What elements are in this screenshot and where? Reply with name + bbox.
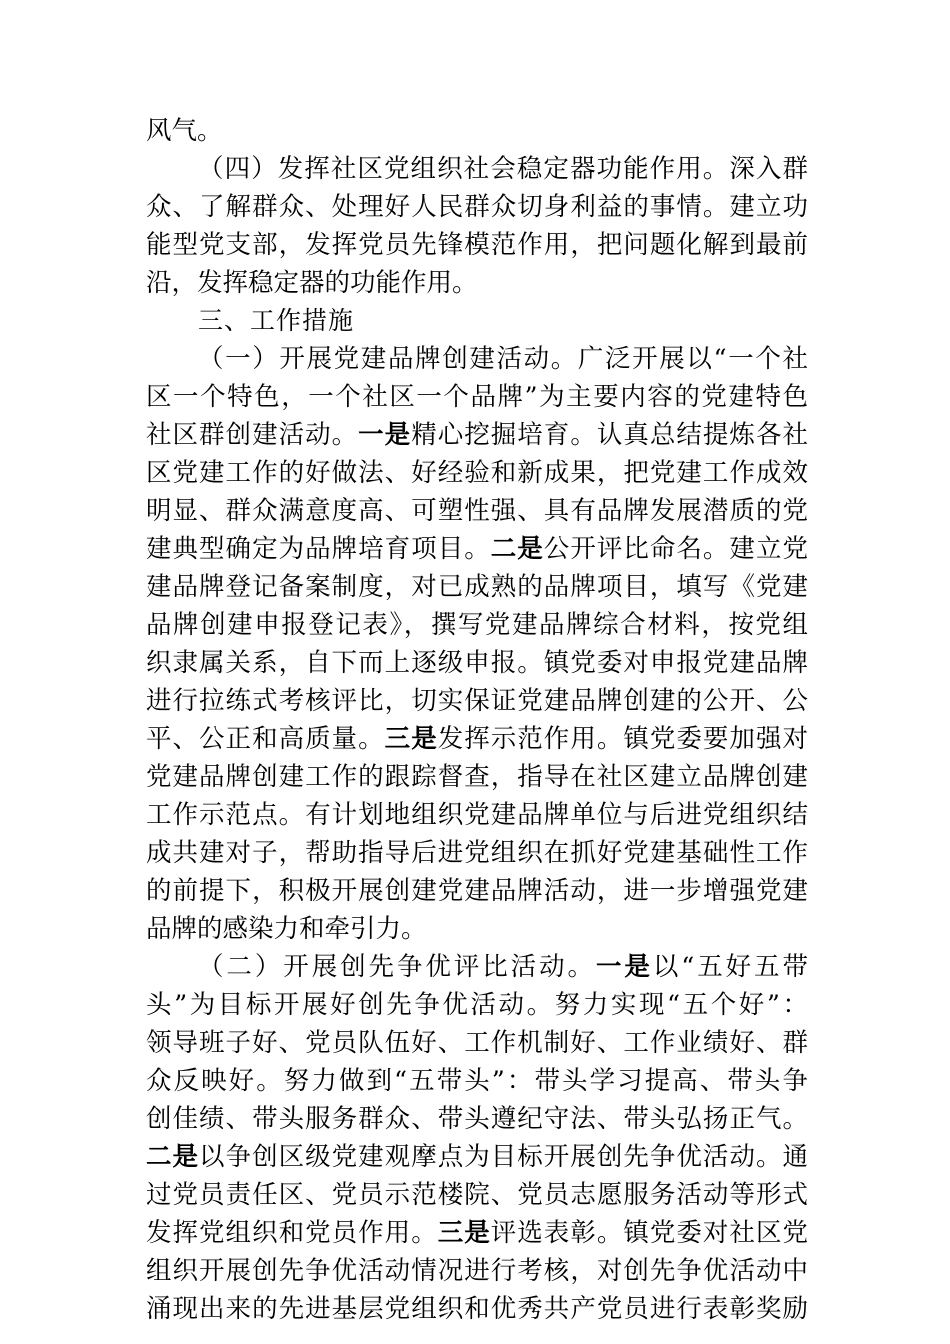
paragraph-line xyxy=(146,1100,808,1138)
paragraph-line xyxy=(146,682,808,720)
text-run: 社区群创建活动。 xyxy=(146,420,359,450)
paragraph-line xyxy=(146,112,808,150)
paragraph-line xyxy=(146,492,808,530)
paragraph-line xyxy=(146,720,808,758)
text-run: 工作示范点。有计划地组织党建品牌单位与后进党组织结 xyxy=(146,800,808,830)
emphasis-run: 三是 xyxy=(437,1218,491,1248)
paragraph-line xyxy=(146,416,808,454)
text-run: 的前提下，积极开展创建党建品牌活动，进一步增强党建 xyxy=(146,876,808,906)
text-run: 众、了解群众、处理好人民群众切身利益的事情。建立功 xyxy=(146,192,808,222)
text-run: 能型党支部，发挥党员先锋模范作用，把问题化解到最前 xyxy=(146,230,808,260)
text-run: 发挥示范作用。镇党委要加强对 xyxy=(437,724,808,754)
text-run: 建典型确定为品牌培育项目。 xyxy=(146,534,491,564)
paragraph-line xyxy=(146,378,808,416)
paragraph-line xyxy=(146,834,808,872)
text-run: 平、公正和高质量。 xyxy=(146,724,385,754)
emphasis-run: 二是 xyxy=(146,1142,200,1172)
paragraph-line xyxy=(146,910,808,948)
paragraph-line xyxy=(146,454,808,492)
emphasis-run: 一是 xyxy=(358,420,412,450)
text-run: （二）开展创先争优评比活动。 xyxy=(198,952,596,982)
paragraph-line xyxy=(146,340,808,378)
paragraph-line xyxy=(146,606,808,644)
text-run: 公开评比命名。建立党 xyxy=(543,534,808,564)
paragraph-line xyxy=(146,644,808,682)
text-run: 风气。 xyxy=(146,116,223,146)
text-run: 创佳绩、带头服务群众、带头遵纪守法、带头弘扬正气。 xyxy=(146,1104,808,1134)
text-run: 织隶属关系，自下而上逐级申报。镇党委对申报党建品牌 xyxy=(146,648,808,678)
text-run: 品牌创建申报登记表》，撰写党建品牌综合材料，按党组 xyxy=(146,610,808,640)
emphasis-run: 二是 xyxy=(490,534,544,564)
emphasis-run: 一是 xyxy=(595,952,653,982)
text-run: 领导班子好、党员队伍好、工作机制好、工作业绩好、群 xyxy=(146,1028,808,1058)
paragraph-line xyxy=(146,1176,808,1214)
text-run: 组织开展创先争优活动情况进行考核，对创先争优活动中 xyxy=(146,1256,808,1286)
text-run: （四）发挥社区党组织社会稳定器功能作用。深入群 xyxy=(198,154,808,184)
text-run: 头”为目标开展好创先争优活动。努力实现“五个好”： xyxy=(146,990,808,1020)
text-run: 党建品牌创建工作的跟踪督查，指导在社区建立品牌创建 xyxy=(146,762,808,792)
text-run: 过党员责任区、党员示范楼院、党员志愿服务活动等形式 xyxy=(146,1180,808,1210)
text-run: 区一个特色，一个社区一个品牌”为主要内容的党建特色 xyxy=(146,382,808,412)
text-run: 进行拉练式考核评比，切实保证党建品牌创建的公开、公 xyxy=(146,686,808,716)
text-run: 以争创区级党建观摩点为目标开展创先争优活动。通 xyxy=(199,1142,808,1172)
text-run: 成共建对子，帮助指导后进党组织在抓好党建基础性工作 xyxy=(146,838,808,868)
paragraph-line xyxy=(146,530,808,568)
paragraph-line xyxy=(146,264,808,302)
text-run: 众反映好。努力做到“五带头”：带头学习提高、带头争 xyxy=(146,1066,808,1096)
text-run: 区党建工作的好做法、好经验和新成果，把党建工作成效 xyxy=(146,458,808,488)
paragraph-line xyxy=(146,1290,808,1328)
emphasis-run: 三是 xyxy=(384,724,438,754)
paragraph-line xyxy=(146,1062,808,1100)
paragraph-line xyxy=(146,948,808,986)
paragraph-line xyxy=(146,1214,808,1252)
text-run: 明显、群众满意度高、可塑性强、具有品牌发展潜质的党 xyxy=(146,496,808,526)
text-run: （一）开展党建品牌创建活动。广泛开展以“一个社 xyxy=(198,344,808,374)
text-run: 精心挖掘培育。认真总结提炼各社 xyxy=(411,420,808,450)
text-run: 建品牌登记备案制度，对已成熟的品牌项目，填写《党建 xyxy=(146,572,808,602)
paragraph-line xyxy=(146,872,808,910)
paragraph-line xyxy=(146,1138,808,1176)
paragraph-line xyxy=(146,568,808,606)
text-run: 以“五好五带 xyxy=(652,952,808,982)
section-heading xyxy=(146,302,808,340)
text-run: 沿，发挥稳定器的功能作用。 xyxy=(146,268,478,298)
paragraph-line xyxy=(146,758,808,796)
paragraph-line xyxy=(146,226,808,264)
text-run: 品牌的感染力和牵引力。 xyxy=(146,914,427,944)
paragraph-line xyxy=(146,986,808,1024)
paragraph-line xyxy=(146,1252,808,1290)
text-run: 评选表彰。镇党委对社区党 xyxy=(490,1218,808,1248)
text-run: 发挥党组织和党员作用。 xyxy=(146,1218,438,1248)
paragraph-line xyxy=(146,796,808,834)
paragraph-line xyxy=(146,1024,808,1062)
text-run: 涌现出来的先进基层党组织和优秀共产党员进行表彰奖励 xyxy=(146,1294,808,1324)
paragraph-line xyxy=(146,188,808,226)
text-run: 三、工作措施 xyxy=(198,306,355,335)
paragraph-line xyxy=(146,150,808,188)
